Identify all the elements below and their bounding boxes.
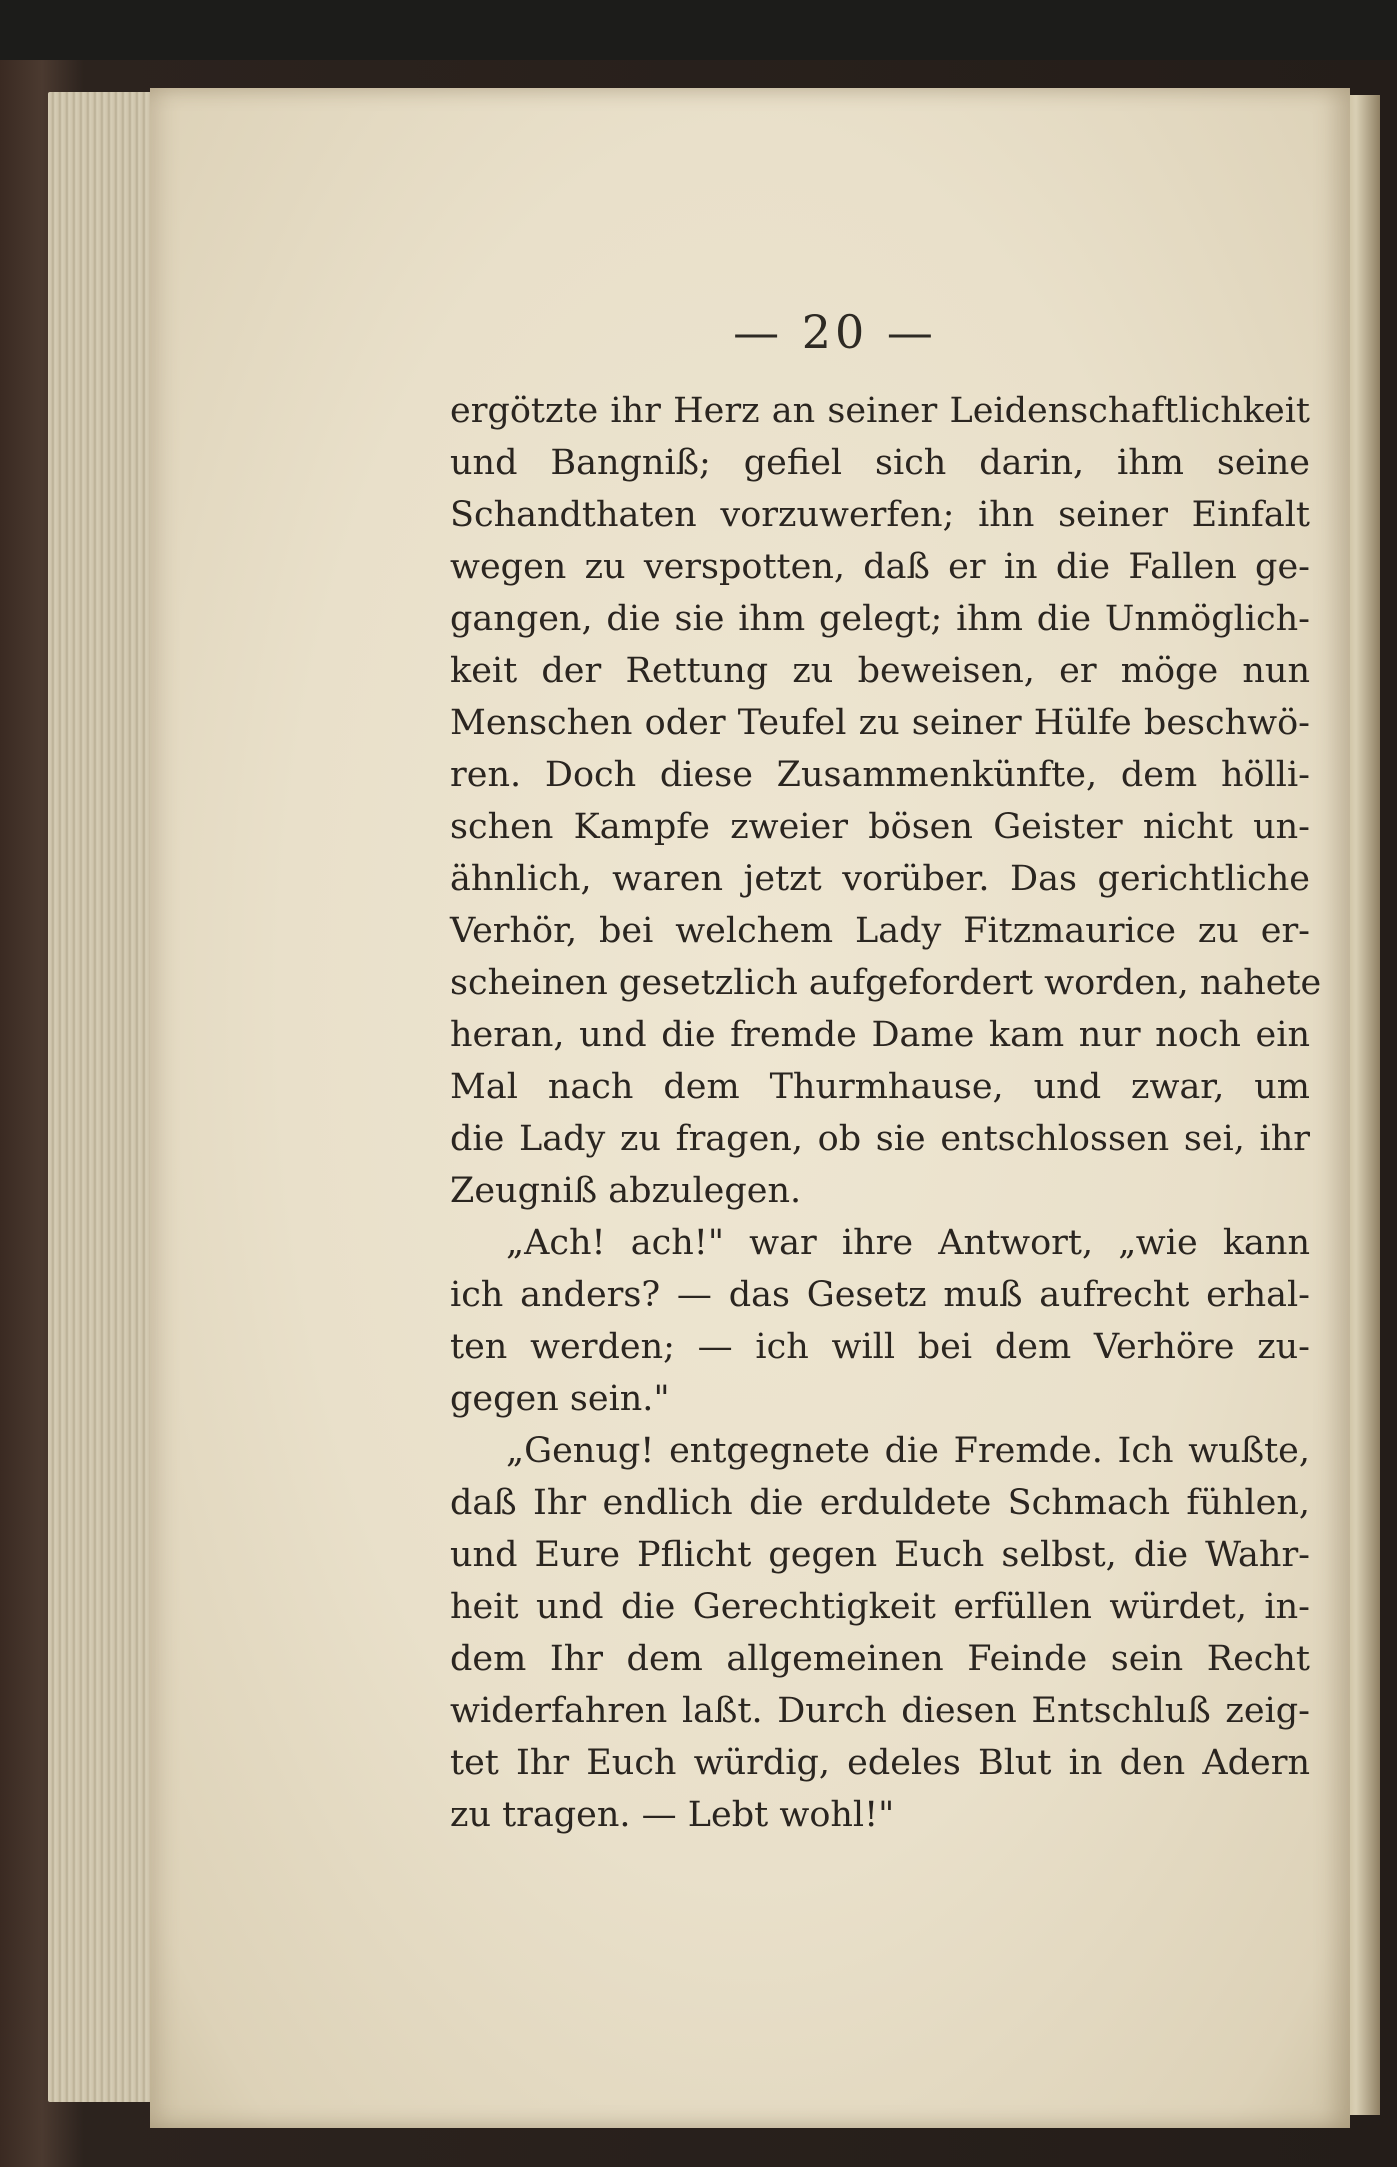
text-line: ten werden; — ich will bei dem Verhöre zu- bbox=[450, 1327, 1310, 1367]
text-line: „Genug! entgegnete die Fremde. Ich wußte, bbox=[506, 1431, 1310, 1471]
text-line: daß Ihr endlich die erduldete Schmach fühlen, bbox=[450, 1483, 1310, 1523]
text-line: gangen, die sie ihm gelegt; ihm die Unmöglich- bbox=[450, 599, 1310, 639]
text-line: dem Ihr dem allgemeinen Feinde sein Recht bbox=[450, 1639, 1310, 1679]
text-line: und Eure Pflicht gegen Euch selbst, die Wahr- bbox=[450, 1535, 1310, 1575]
text-line: keit der Rettung zu beweisen, er möge nun bbox=[450, 651, 1310, 691]
page-body-text bbox=[450, 385, 1322, 1841]
text-line: ich anders? — das Gesetz muß aufrecht erhal- bbox=[450, 1275, 1310, 1315]
text-line: heran, und die fremde Dame kam nur noch ein bbox=[450, 1015, 1310, 1055]
text-line: die Lady zu fragen, ob sie entschlossen sei, ihr bbox=[450, 1119, 1310, 1159]
text-line: Verhör, bei welchem Lady Fitzmaurice zu er- bbox=[450, 911, 1310, 951]
text-line: wegen zu verspotten, daß er in die Fallen ge- bbox=[450, 547, 1310, 587]
text-line: ergötzte ihr Herz an seiner Leidenschaftlichkeit bbox=[450, 391, 1310, 431]
text-line: gegen sein." bbox=[450, 1379, 670, 1419]
text-line: Zeugniß abzulegen. bbox=[450, 1171, 802, 1211]
text-line: ähnlich, waren jetzt vorüber. Das gerichtliche bbox=[450, 859, 1310, 899]
text-line: Menschen oder Teufel zu seiner Hülfe beschwö- bbox=[450, 703, 1310, 743]
text-line: heit und die Gerechtigkeit erfüllen würdet, in- bbox=[450, 1587, 1310, 1627]
text-line: Mal nach dem Thurmhause, und zwar, um bbox=[450, 1067, 1310, 1107]
text-line: Schandthaten vorzuwerfen; ihn seiner Einfalt bbox=[450, 495, 1310, 535]
page-number: — 20 — bbox=[733, 305, 937, 359]
text-line: scheinen gesetzlich aufgefordert worden, nahete bbox=[450, 963, 1322, 1003]
text-line: und Bangniß; gefiel sich darin, ihm seine bbox=[450, 443, 1310, 483]
text-line: zu tragen. — Lebt wohl!" bbox=[450, 1795, 895, 1835]
text-line: schen Kampfe zweier bösen Geister nicht un- bbox=[450, 807, 1310, 847]
text-line: widerfahren laßt. Durch diesen Entschluß zeig- bbox=[450, 1691, 1310, 1731]
text-line: ren. Doch diese Zusammenkünfte, dem hölli- bbox=[450, 755, 1310, 795]
text-line: tet Ihr Euch würdig, edeles Blut in den Adern bbox=[450, 1743, 1310, 1783]
text-line: „Ach! ach!" war ihre Antwort, „wie kann bbox=[506, 1223, 1310, 1263]
